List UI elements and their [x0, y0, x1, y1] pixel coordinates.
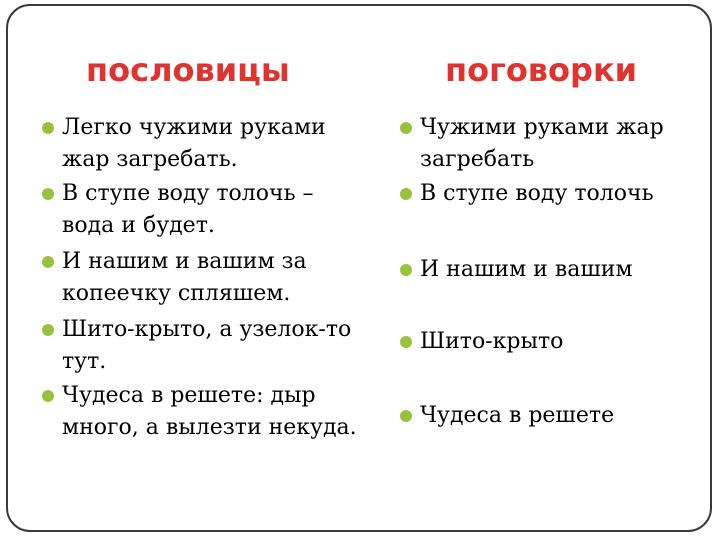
bullet-icon	[400, 336, 412, 348]
proverb-line-2: жар загребать.	[62, 147, 238, 172]
proverb-item	[62, 112, 326, 176]
proverb-line-2: тут.	[62, 349, 107, 374]
proverb-line-2: копеечку спляшем.	[62, 281, 291, 306]
bullet-icon	[42, 324, 54, 336]
bullet-icon	[400, 410, 412, 422]
bullet-icon	[400, 188, 412, 200]
proverb-item	[62, 178, 314, 242]
slide-frame	[6, 4, 712, 532]
saying-item	[420, 254, 633, 286]
bullet-icon	[400, 264, 412, 276]
bullet-icon	[42, 256, 54, 268]
saying-line-1: Чужими руками жар	[420, 115, 664, 140]
proverb-item	[62, 380, 357, 444]
proverb-line-1: Чудеса в решете: дыр	[62, 383, 316, 408]
bullet-icon	[400, 122, 412, 134]
bullet-icon	[42, 122, 54, 134]
proverb-line-1: В ступе воду толочь –	[62, 181, 314, 206]
saying-item	[420, 178, 654, 210]
saying-item	[420, 112, 664, 176]
proverbs-heading: пословицы	[86, 51, 290, 89]
bullet-icon	[42, 390, 54, 402]
saying-item	[420, 400, 614, 432]
saying-line-1: Чудеса в решете	[420, 403, 615, 428]
proverb-line-1: Шито-крыто, а узелок-то	[62, 317, 352, 342]
proverb-item	[62, 314, 351, 378]
saying-item	[420, 326, 563, 358]
proverb-line-1: И нашим и вашим за	[62, 249, 307, 274]
proverb-line-2: вода и будет.	[62, 213, 215, 238]
saying-line-1: И нашим и вашим	[420, 257, 633, 282]
saying-line-2: загребать	[420, 147, 535, 172]
saying-line-1: В ступе воду толочь	[420, 181, 654, 206]
bullet-icon	[42, 188, 54, 200]
sayings-heading: поговорки	[445, 51, 638, 89]
proverb-line-1: Легко чужими руками	[62, 115, 326, 140]
proverb-item	[62, 246, 307, 310]
proverb-line-2: много, а вылезти некуда.	[62, 415, 357, 440]
saying-line-1: Шито-крыто	[420, 329, 564, 354]
